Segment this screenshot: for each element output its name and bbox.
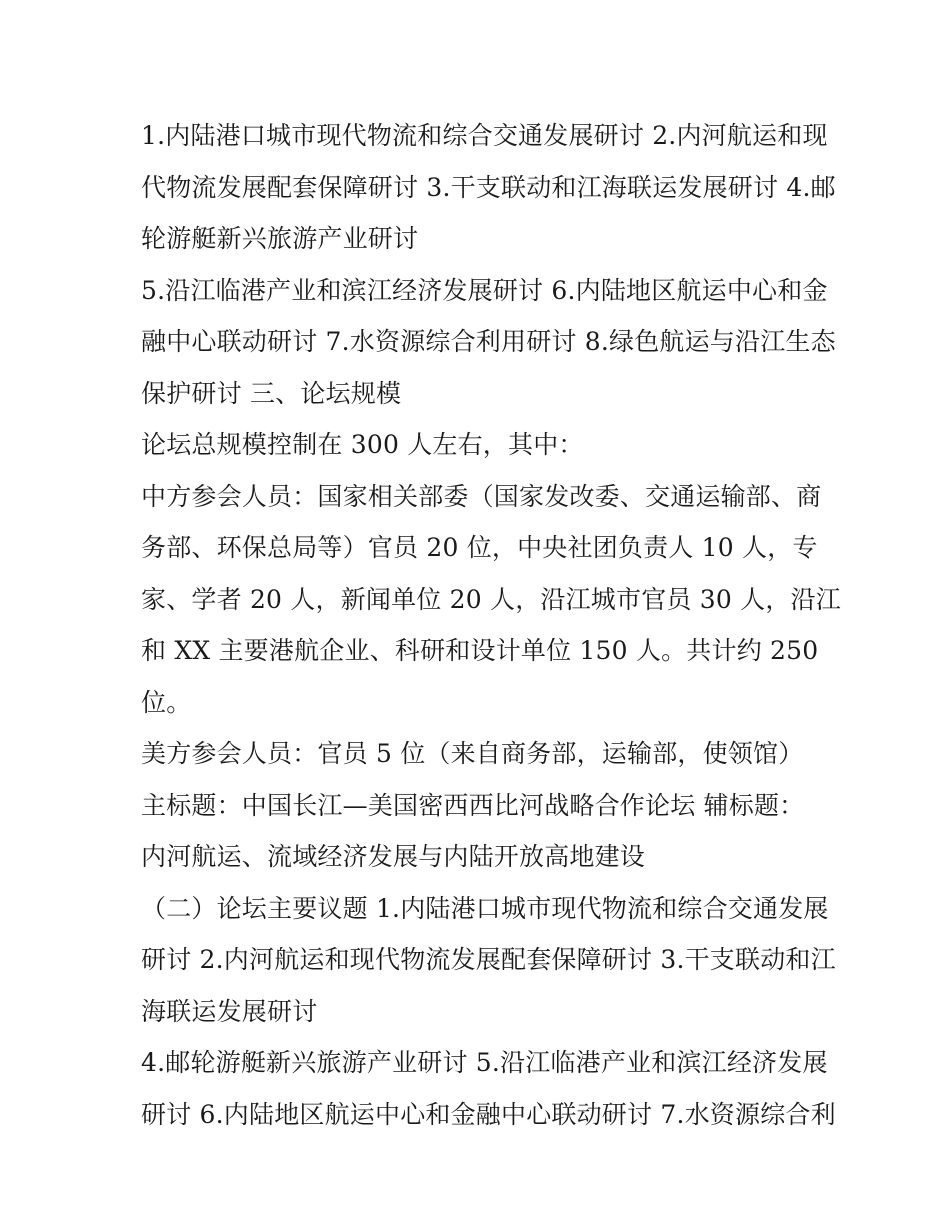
text-line: 中方参会人员：国家相关部委（国家发改委、交通运输部、商 bbox=[141, 481, 822, 511]
document-body bbox=[141, 110, 841, 1140]
text-line: 保护研讨 三、论坛规模 bbox=[141, 378, 402, 408]
text-line: 4.邮轮游艇新兴旅游产业研讨 5.沿江临港产业和滨江经济发展 bbox=[141, 1048, 828, 1077]
text-line: 5.沿江临港产业和滨江经济发展研讨 6.内陆地区航运中心和金 bbox=[141, 275, 828, 305]
text-line: 内河航运、流域经济发展与内陆开放高地建设 bbox=[141, 842, 646, 871]
text-line: 研讨 2.内河航运和现代物流发展配套保障研讨 3.干支联动和江 bbox=[141, 945, 836, 974]
text-line: 海联运发展研讨 bbox=[141, 996, 318, 1026]
text-line: 代物流发展配套保障研讨 3.干支联动和江海联运发展研讨 4.邮 bbox=[141, 172, 836, 202]
text-line: 论坛总规模控制在 300 人左右，其中： bbox=[141, 430, 584, 459]
text-line: 轮游艇新兴旅游产业研讨 bbox=[141, 224, 419, 253]
text-line: 位。 bbox=[141, 687, 192, 717]
text-line: 和 XX 主要港航企业、科研和设计单位 150 人。共计约 250 bbox=[141, 636, 819, 665]
text-line: 融中心联动研讨 7.水资源综合利用研讨 8.绿色航运与沿江生态 bbox=[141, 327, 836, 356]
text-line: 家、学者 20 人，新闻单位 20 人，沿江城市官员 30 人，沿江 bbox=[141, 584, 841, 614]
text-line: 研讨 6.内陆地区航运中心和金融中心联动研讨 7.水资源综合利 bbox=[141, 1099, 836, 1129]
text-line: 主标题：中国长江—美国密西西比河战略合作论坛 辅标题： bbox=[141, 790, 805, 820]
text-line: 务部、环保总局等）官员 20 位，中央社团负责人 10 人，专 bbox=[141, 533, 818, 562]
text-line: 美方参会人员：官员 5 位（来自商务部，运输部，使领馆） bbox=[141, 739, 804, 768]
text-line: （二）论坛主要议题 1.内陆港口城市现代物流和综合交通发展 bbox=[141, 893, 829, 923]
text-line: 1.内陆港口城市现代物流和综合交通发展研讨 2.内河航运和现 bbox=[141, 121, 828, 150]
